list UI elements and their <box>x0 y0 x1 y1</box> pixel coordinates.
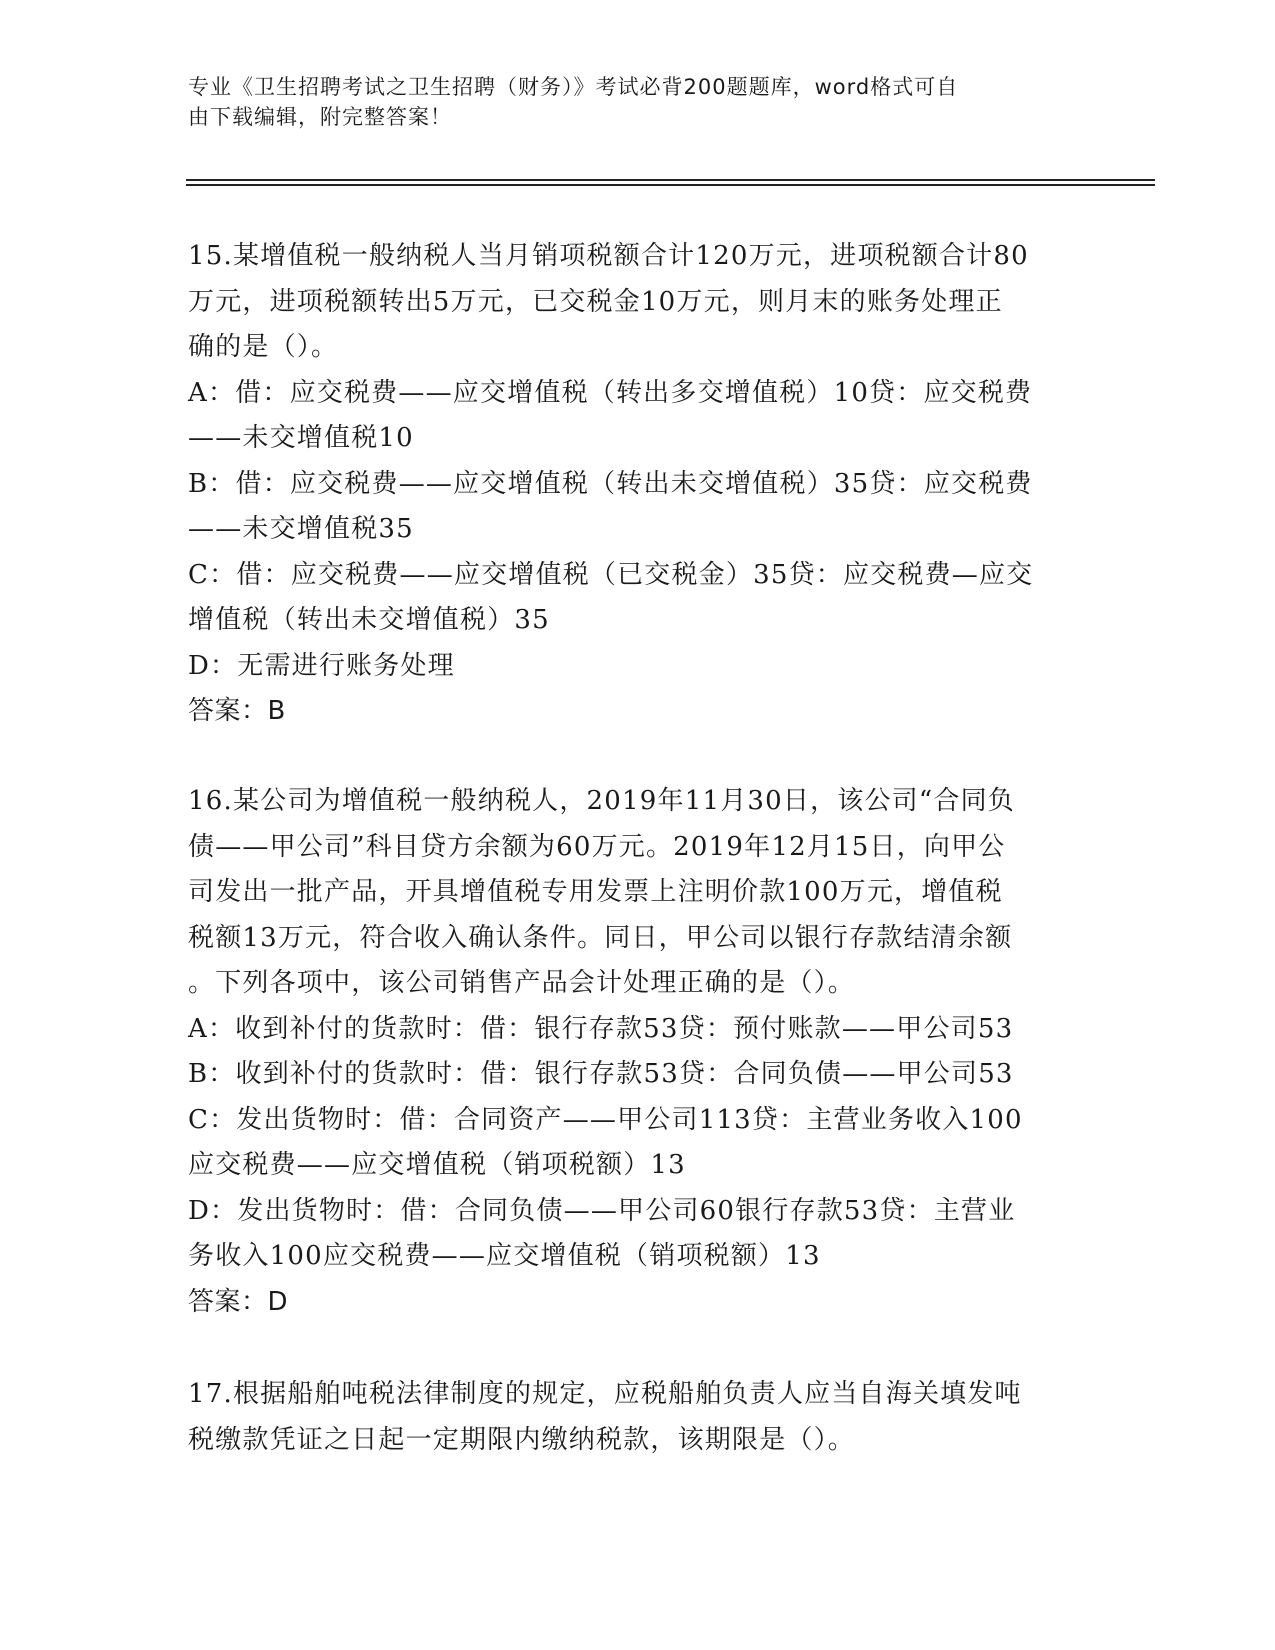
header-line-1: 专业《卫生招聘考试之卫生招聘（财务）》考试必背200题题库，word格式可自 <box>188 75 959 99</box>
option-b-line: B：收到补付的货款时：借：银行存款53贷：合同负债——甲公司53 <box>188 1059 1014 1089</box>
question-stem-line: 。下列各项中，该公司销售产品会计处理正确的是（）。 <box>188 968 856 998</box>
option-d-line: 务收入100应交税费——应交增值税（销项税额）13 <box>188 1241 821 1271</box>
option-b-line: ——未交增值税35 <box>188 514 414 544</box>
question-stem-line: 债——甲公司”科目贷方余额为60万元。2019年12月15日，向甲公 <box>188 831 1006 862</box>
option-a-line: A：借：应交税费——应交增值税（转出多交增值税）10贷：应交税费 <box>188 377 1033 408</box>
option-c-line: C：借：应交税费——应交增值税（已交税金）35贷：应交税费—应交 <box>188 559 1034 590</box>
header-divider-bottom <box>186 184 1155 186</box>
question-stem-line: 17.根据船舶吨税法律制度的规定，应税船舶负责人应当自海关填发吨 <box>188 1379 1022 1409</box>
question-stem-line: 万元，进项税额转出5万元，已交税金10万元，则月末的账务处理正 <box>188 286 1003 317</box>
question-stem-line: 司发出一批产品，开具增值税专用发票上注明价款100万元，增值税 <box>188 877 1003 907</box>
option-c-line: 应交税费——应交增值税（销项税额）13 <box>188 1150 686 1180</box>
option-a-line: A：收到补付的货款时：借：银行存款53贷：预付账款——甲公司53 <box>188 1013 1014 1044</box>
answer-line: 答案：B <box>188 696 286 726</box>
option-a-line: ——未交增值税10 <box>188 423 414 453</box>
question-15 <box>188 234 1088 735</box>
option-b-line: B：借：应交税费——应交增值税（转出未交增值税）35贷：应交税费 <box>188 468 1033 499</box>
question-stem-line: 税缴款凭证之日起一定期限内缴纳税款，该期限是（）。 <box>188 1424 856 1455</box>
option-c-line: 增值税（转出未交增值税）35 <box>188 605 550 635</box>
question-17 <box>188 1372 1088 1463</box>
question-16 <box>188 779 1088 1325</box>
option-c-line: C：发出货物时：借：合同资产——甲公司113贷：主营业务收入100 <box>188 1104 1023 1135</box>
question-stem-line: 税额13万元，符合收入确认条件。同日，甲公司以银行存款结清余额 <box>188 922 1013 953</box>
document-header <box>188 72 1088 132</box>
question-stem-line: 15.某增值税一般纳税人当月销项税额合计120万元，进项税额合计80 <box>188 241 1029 271</box>
option-d-line: D：无需进行账务处理 <box>188 650 455 681</box>
option-d-line: D：发出货物时：借：合同负债——甲公司60银行存款53贷：主营业 <box>188 1195 1016 1226</box>
question-stem-line: 16.某公司为增值税一般纳税人，2019年11月30日，该公司“合同负 <box>188 786 1015 816</box>
question-stem-line: 确的是（）。 <box>188 332 339 362</box>
answer-line: 答案：D <box>188 1286 289 1317</box>
header-divider-top <box>186 179 1155 181</box>
header-line-2: 由下载编辑，附完整答案！ <box>188 105 452 129</box>
